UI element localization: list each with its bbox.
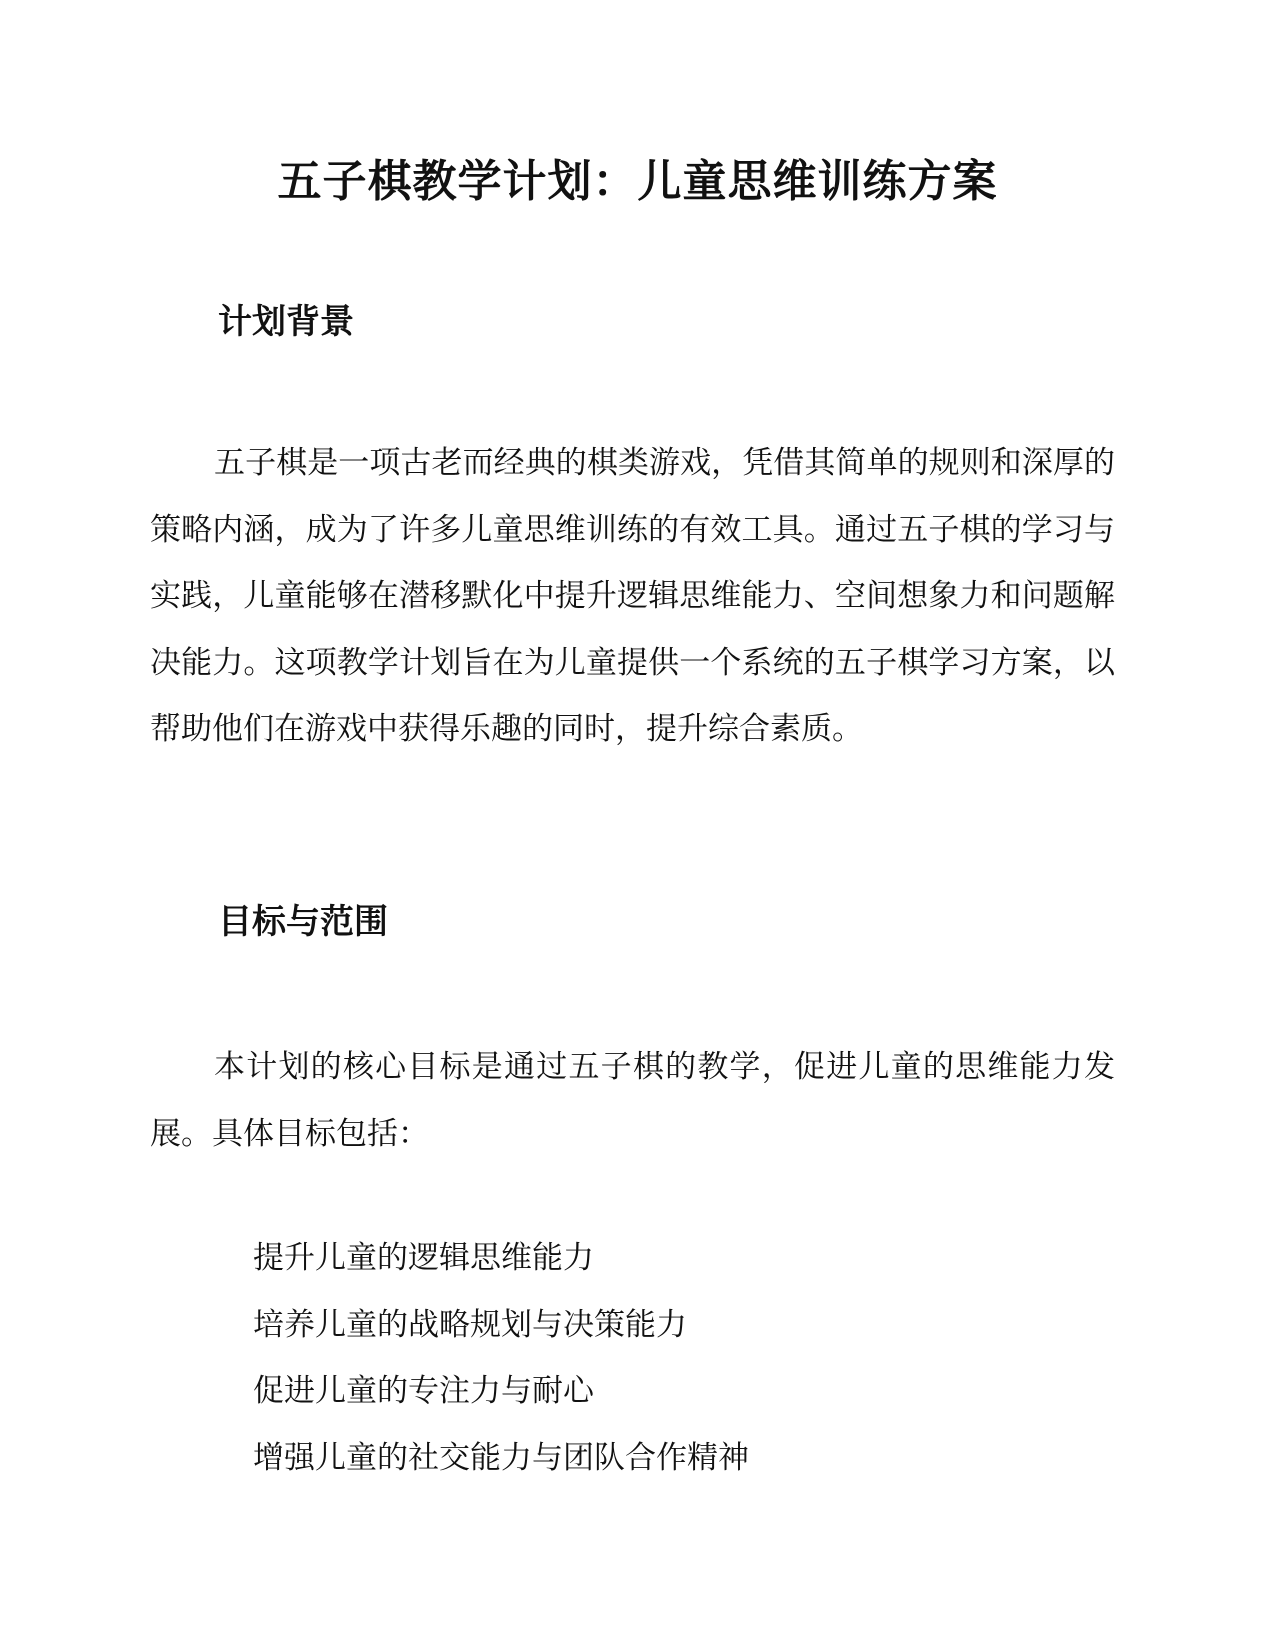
section-heading-background: 计划背景	[218, 302, 354, 342]
goal-item: 提升儿童的逻辑思维能力	[253, 1240, 594, 1276]
goal-item: 培养儿童的战略规划与决策能力	[253, 1306, 687, 1343]
section-heading-goals: 目标与范围	[218, 902, 388, 942]
goal-list	[253, 1225, 749, 1491]
background-paragraph: 五子棋是一项古老而经典的棋类游戏，凭借其简单的规则和深厚的策略内涵，成为了许多儿童思维训练的有效工具。通过五子棋的学习与实践，儿童能够在潜移默化中提升逻辑思维能力、空间想象力和问题解决能力。这项教学计划旨在为儿童提供一个系统的五子棋学习方案，以帮助他们在游戏中获得乐趣的同时，提升综合素质。	[150, 445, 1115, 747]
goal-item: 促进儿童的专注力与耐心	[253, 1373, 594, 1409]
goal-item: 增强儿童的社交能力与团队合作精神	[253, 1439, 749, 1476]
document-title: 五子棋教学计划：儿童思维训练方案	[277, 156, 998, 207]
goals-paragraph: 本计划的核心目标是通过五子棋的教学，促进儿童的思维能力发展。具体目标包括：	[150, 1049, 1115, 1152]
